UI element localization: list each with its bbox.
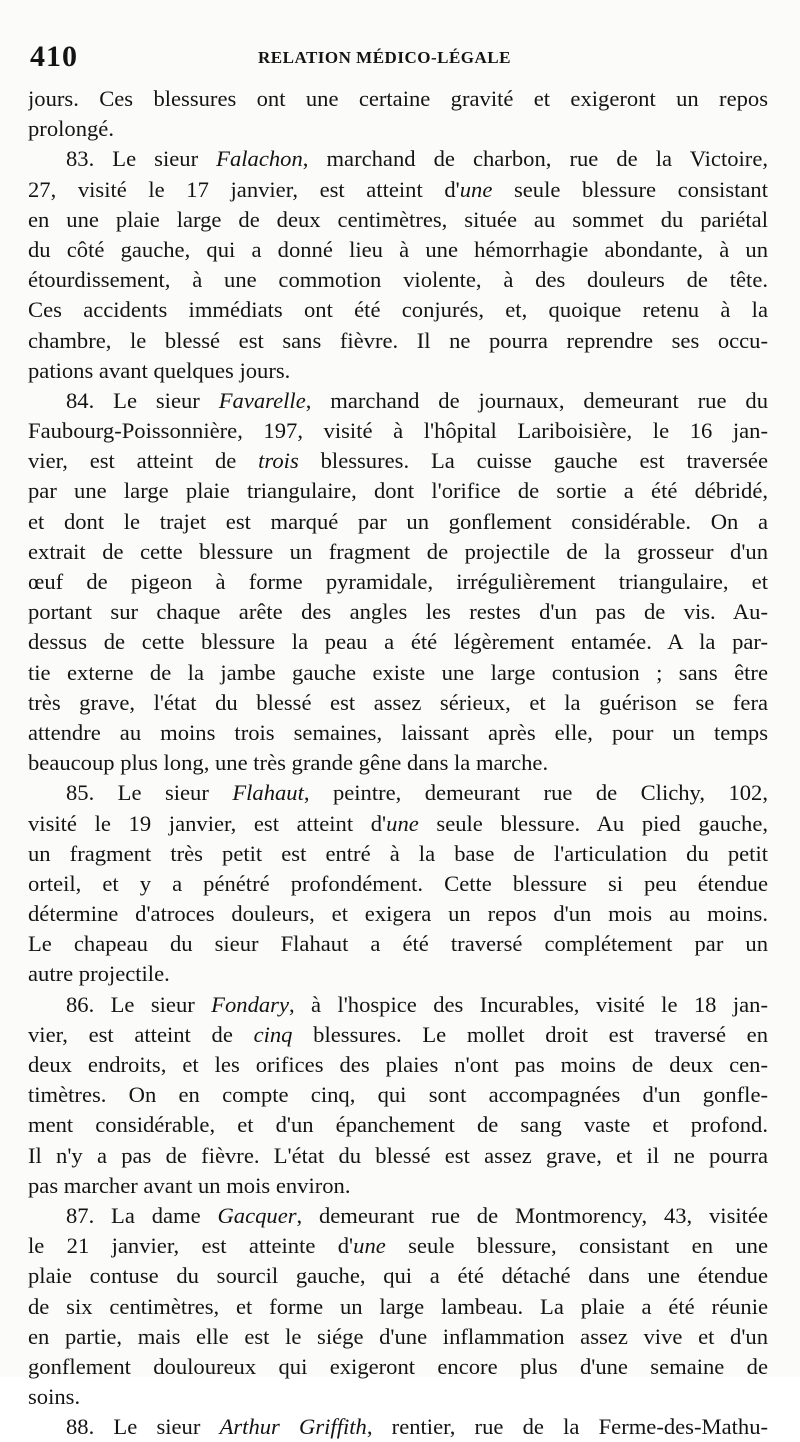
text-segment: seule blessure, consistant en une — [385, 1233, 768, 1259]
text-line — [28, 809, 768, 839]
text-line — [28, 1382, 768, 1412]
text-line — [28, 718, 768, 748]
text-segment: Le chapeau du sieur Flahaut a été traversé complétement par un — [28, 931, 768, 957]
text-line — [28, 386, 768, 416]
text-segment: plaie contuse du sourcil gauche, qui a été détaché dans une étendue — [28, 1263, 768, 1289]
running-head — [0, 36, 800, 76]
text-segment: vier, est atteint de — [28, 448, 259, 474]
text-line — [28, 929, 768, 959]
text-line — [28, 899, 768, 929]
text-line — [28, 658, 768, 688]
italic-name: Fondary — [211, 991, 289, 1017]
text-line — [28, 1201, 768, 1231]
italic-name: trois — [258, 448, 299, 474]
text-line — [28, 175, 768, 205]
text-line — [28, 1322, 768, 1352]
text-segment: en partie, mais elle est le siége d'une inflammation assez vive et d'un — [28, 1323, 768, 1349]
text-segment: deux endroits, et les orifices des plaies n'ont pas moins de deux cen- — [28, 1052, 768, 1077]
text-segment: 86. Le sieur — [66, 991, 212, 1017]
italic-name: Flahaut — [232, 780, 304, 806]
text-line — [28, 1020, 768, 1050]
text-line — [28, 869, 768, 899]
text-segment: le 21 janvier, est atteinte d' — [28, 1233, 354, 1259]
text-line — [28, 84, 768, 114]
text-segment: , peintre, demeurant rue de Clichy, 102, — [303, 780, 768, 806]
text-line — [28, 1171, 768, 1201]
text-segment: , marchand de charbon, rue de la Victoire, — [302, 146, 768, 172]
text-segment: beaucoup plus long, une très grande gêne dans la marche. — [28, 750, 549, 776]
text-segment: œuf de pigeon à forme pyramidale, irrégulièrement triangulaire, et — [28, 569, 768, 594]
text-segment: extrait de cette blessure un fragment de projectile de la grosseur d'un — [28, 538, 768, 564]
text-line — [28, 1352, 768, 1382]
text-line — [28, 1292, 768, 1322]
page-number: 410 — [30, 40, 78, 73]
text-segment: orteil, et y a pénétré profondément. Cette blessure si peu étendue — [28, 870, 768, 896]
running-title: RELATION MÉDICO-LÉGALE — [258, 48, 511, 67]
text-line — [28, 839, 768, 869]
text-segment: timètres. On en compte cinq, qui sont accompagnées d'un gonfle- — [28, 1082, 768, 1108]
text-segment: de six centimètres, et forme un large lambeau. La plaie a été réunie — [28, 1293, 768, 1319]
text-segment: pations avant quelques jours. — [28, 357, 291, 383]
text-segment: soins. — [28, 1384, 81, 1410]
text-line — [28, 1231, 768, 1261]
text-line — [28, 446, 768, 476]
text-line — [28, 144, 768, 174]
text-segment: , marchand de journaux, demeurant rue du — [305, 387, 768, 413]
text-segment: pas marcher avant un mois environ. — [28, 1172, 351, 1198]
text-line — [28, 235, 768, 265]
text-line — [28, 326, 768, 356]
text-line — [28, 1412, 768, 1442]
text-segment: et dont le trajet est marqué par un gonflement considérable. On a — [28, 508, 768, 534]
italic-name: cinq — [253, 1021, 293, 1047]
text-segment: blessures. Le mollet droit est traversé en — [292, 1021, 768, 1047]
text-segment: vier, est atteint de — [28, 1021, 254, 1047]
text-line — [28, 1141, 768, 1171]
text-line — [28, 778, 768, 808]
text-segment: très grave, l'état du blessé est assez sérieux, et la guérison se fera — [28, 689, 768, 715]
italic-name: une — [386, 810, 419, 836]
text-line — [28, 748, 768, 778]
text-segment: du côté gauche, qui a donné lieu à une hémorrhagie abondante, à un — [28, 236, 768, 262]
text-line — [28, 597, 768, 627]
text-segment: par une large plaie triangulaire, dont l'orifice de sortie a été débridé, — [28, 478, 768, 504]
italic-name: Arthur Griffith — [219, 1414, 367, 1440]
text-segment: chambre, le blessé est sans fièvre. Il ne pourra reprendre ses occu- — [28, 327, 768, 353]
text-line — [28, 627, 768, 657]
body-text — [28, 84, 768, 1442]
text-segment: , rentier, rue de la Ferme-des-Mathu- — [366, 1414, 768, 1440]
text-line — [28, 476, 768, 506]
text-line — [28, 537, 768, 567]
text-segment: , demeurant rue de Montmorency, 43, visitée — [296, 1202, 768, 1228]
text-line — [28, 507, 768, 537]
text-segment: 85. Le sieur — [66, 780, 233, 806]
text-line — [28, 990, 768, 1020]
text-line — [28, 1261, 768, 1291]
text-line — [28, 295, 768, 325]
text-line — [28, 688, 768, 718]
text-segment: seule blessure consistant — [492, 176, 768, 202]
text-segment: blessures. La cuisse gauche est traversée — [298, 448, 768, 474]
italic-name: Falachon — [216, 146, 303, 172]
text-segment: 27, visité le 17 janvier, est atteint d' — [28, 176, 460, 202]
text-line — [28, 265, 768, 295]
text-line — [28, 205, 768, 235]
text-segment: détermine d'atroces douleurs, et exigera un repos d'un mois au moins. — [28, 901, 768, 927]
text-line — [28, 959, 768, 989]
text-segment: jours. Ces blessures ont une certaine gravité et exigeront un repos — [28, 86, 768, 111]
text-segment: seule blessure. Au pied gauche, — [418, 810, 768, 836]
text-segment: prolongé. — [28, 116, 114, 142]
text-segment: ment considérable, et d'un épanchement de sang vaste et profond. — [28, 1112, 768, 1138]
text-segment: tie externe de la jambe gauche existe une large contusion ; sans être — [28, 659, 768, 685]
text-segment: dessus de cette blessure la peau a été légèrement entamée. A la par- — [28, 629, 768, 655]
text-segment: attendre au moins trois semaines, laissant après elle, pour un temps — [28, 719, 768, 745]
text-line — [28, 114, 768, 144]
text-line — [28, 356, 768, 386]
text-segment: visité le 19 janvier, est atteint d' — [28, 810, 387, 836]
text-segment: Il n'y a pas de fièvre. L'état du blessé est assez grave, et il ne pourra — [28, 1142, 768, 1168]
text-line — [28, 416, 768, 446]
italic-name: Gacquer — [217, 1202, 297, 1228]
text-segment: 87. La dame — [66, 1202, 218, 1228]
text-segment: portant sur chaque arête des angles les restes d'un pas de vis. Au- — [28, 599, 768, 625]
text-segment: , à l'hospice des Incurables, visité le 18 jan- — [288, 991, 768, 1017]
text-segment: en une plaie large de deux centimètres, située au sommet du pariétal — [28, 206, 768, 232]
italic-name: une — [459, 176, 493, 202]
text-segment: 83. Le sieur — [66, 146, 217, 172]
text-segment: étourdissement, à une commotion violente, à des douleurs de tête. — [28, 267, 768, 293]
text-line — [28, 1050, 768, 1080]
text-segment: Faubourg-Poissonnière, 197, visité à l'hôpital Lariboisière, le 16 jan- — [28, 418, 768, 444]
text-segment: gonflement douloureux qui exigeront encore plus d'une semaine de — [28, 1353, 768, 1379]
text-segment: 84. Le sieur — [66, 387, 219, 413]
italic-name: Favarelle — [218, 387, 306, 413]
text-line — [28, 1110, 768, 1140]
italic-name: une — [353, 1233, 386, 1259]
text-line — [28, 567, 768, 597]
text-line — [28, 1080, 768, 1110]
text-segment: un fragment très petit est entré à la base de l'articulation du petit — [28, 840, 768, 866]
text-segment: 88. Le sieur — [66, 1414, 220, 1440]
text-segment: autre projectile. — [28, 961, 170, 987]
text-segment: Ces accidents immédiats ont été conjurés, et, quoique retenu à la — [28, 297, 768, 323]
